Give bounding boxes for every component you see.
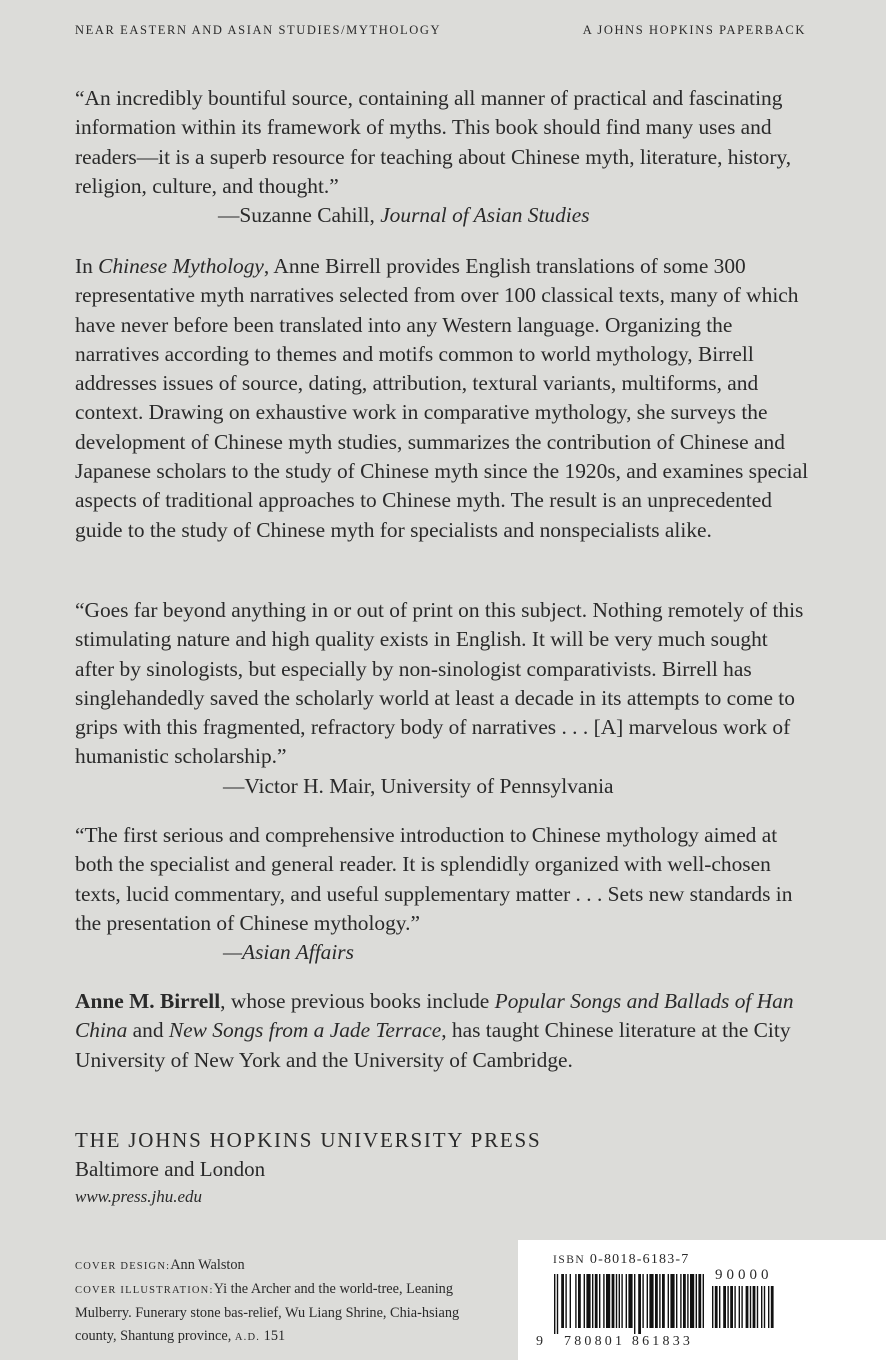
barcode-bar bbox=[642, 1274, 643, 1328]
barcode-bar bbox=[680, 1274, 681, 1328]
publisher-name: THE JOHNS HOPKINS UNIVERSITY PRESS bbox=[75, 1128, 542, 1152]
barcode-bar bbox=[603, 1274, 604, 1328]
series-label: A JOHNS HOPKINS PAPERBACK bbox=[582, 23, 806, 37]
barcode-bar bbox=[570, 1274, 571, 1328]
publisher-url: www.press.jhu.edu bbox=[75, 1187, 203, 1206]
barcode-bar bbox=[696, 1274, 697, 1328]
barcode-bar bbox=[565, 1274, 566, 1328]
barcode-bar bbox=[690, 1274, 694, 1328]
barcode-bar bbox=[578, 1274, 581, 1328]
barcode-bar bbox=[750, 1286, 751, 1328]
book-title: Chinese Mythology bbox=[98, 254, 264, 278]
description-text: In Chinese Mythology, Anne Birrell provides English translations of some 300 representative myth narratives selected from over 100 classical texts, many of which have never before been translated into any Western language. Organizing the narratives according to themes and motifs common to world mythology, Birrell addresses issues of source, dating, attribution, textural variants, multiforms, and context. Drawing on exhaustive work in comparative mythology, she surveys the development of Chinese myth studies, summarizes the contribution of Chinese and Japanese scholars to the study of Chinese myth since the 1920s, and examines special aspects of traditional approaches to Chinese myth. The result is an unprecedented guide to the study of Chinese myth for specialists and nonspecialists alike. bbox=[75, 254, 809, 542]
barcode-bar bbox=[626, 1274, 627, 1328]
barcode-bar bbox=[612, 1274, 615, 1328]
barcode-bar bbox=[655, 1274, 658, 1328]
isbn-label: ISBN 0-8018-6183-7 bbox=[553, 1252, 690, 1267]
barcode-bar bbox=[715, 1286, 718, 1328]
barcode-bar bbox=[719, 1286, 720, 1328]
barcode-bar bbox=[606, 1274, 610, 1328]
barcode-bar bbox=[734, 1286, 735, 1328]
quote-attribution: —Asian Affairs bbox=[223, 940, 354, 965]
quote-text: “Goes far beyond anything in or out of print on this subject. Nothing remotely of this stimulating nature and high quality exists in English. It will be very much sought after by sinologists, but especially by non-sinologist comparativists. Birrell has singlehandedly saved the scholarly world at least a decade in its attempts to come to grips with this fragmented, refractory body of narratives . . . [A] marvelous work of humanistic scholarship.” bbox=[75, 598, 804, 769]
cover-credits bbox=[75, 1254, 495, 1349]
barcode-panel bbox=[518, 1240, 886, 1360]
barcode-bar bbox=[712, 1286, 713, 1328]
barcode-lead-digit: 9 bbox=[536, 1334, 543, 1349]
barcode-bar bbox=[616, 1274, 617, 1328]
barcode-bar bbox=[676, 1274, 677, 1328]
publisher-city: Baltimore and London bbox=[75, 1157, 266, 1181]
barcode-bar bbox=[771, 1286, 774, 1328]
category-label: NEAR EASTERN AND ASIAN STUDIES/MYTHOLOGY bbox=[75, 23, 442, 37]
addon-barcode-icon bbox=[712, 1286, 784, 1334]
barcode-bar bbox=[619, 1274, 620, 1328]
barcode-bar bbox=[670, 1274, 674, 1328]
price-code: 90000 bbox=[715, 1267, 773, 1283]
barcode-bar bbox=[727, 1286, 728, 1328]
barcode-bar bbox=[698, 1274, 701, 1328]
illustration-credit: COVER ILLUSTRATION:Yi the Archer and the world-tree, Leaning Mulberry. Funerary stone bas-relief, Wu Liang Shrine, Chia-hsiang county, Shantung province, A.D. 151 bbox=[75, 1281, 460, 1344]
publisher-block bbox=[75, 1126, 810, 1210]
barcode-bar bbox=[730, 1286, 733, 1328]
barcode-bar bbox=[647, 1274, 648, 1328]
author-bio bbox=[75, 987, 810, 1075]
barcode-bar bbox=[662, 1274, 665, 1328]
barcode-bar bbox=[628, 1274, 632, 1328]
barcode-bar bbox=[557, 1274, 558, 1334]
barcode-digits: 780801 861833 bbox=[564, 1334, 694, 1349]
barcode-bar bbox=[668, 1274, 669, 1328]
design-credit: COVER DESIGN:Ann Walston bbox=[75, 1257, 245, 1273]
quote-text: “An incredibly bountiful source, containing all manner of practical and fascinating information within its framework of myths. This book should find many uses and readers—it is a superb resource for teaching about Chinese myth, literature, history, religion, culture, and thought.” bbox=[75, 86, 792, 198]
quote-mair bbox=[75, 596, 810, 801]
quote-text: “The first serious and comprehensive introduction to Chinese mythology aimed at both the specialist and general reader. It is splendidly organized with well-chosen texts, lucid commentary, and useful supplementary matter . . . Sets new standards in the presentation of Chinese mythology.” bbox=[75, 823, 793, 935]
barcode-bar bbox=[764, 1286, 765, 1328]
barcode-bar bbox=[746, 1286, 749, 1328]
quote-attribution: —Victor H. Mair, University of Pennsylvania bbox=[223, 773, 614, 798]
barcode-bar bbox=[757, 1286, 758, 1328]
barcode-bar bbox=[741, 1286, 742, 1328]
quote-attribution: —Suzanne Cahill, Journal of Asian Studies bbox=[218, 203, 590, 228]
barcode-bar bbox=[649, 1274, 653, 1328]
barcode-bar bbox=[703, 1274, 704, 1328]
barcode-bar bbox=[687, 1274, 688, 1328]
author-name: Anne M. Birrell bbox=[75, 989, 221, 1013]
barcode-bar bbox=[599, 1274, 600, 1328]
barcode-bar bbox=[554, 1274, 555, 1334]
barcode-bar bbox=[595, 1274, 598, 1328]
barcode-bar bbox=[634, 1274, 635, 1334]
barcode-bar bbox=[683, 1274, 686, 1328]
barcode-bar bbox=[586, 1274, 590, 1328]
barcode-bar bbox=[638, 1274, 641, 1334]
barcode-icon bbox=[554, 1274, 706, 1334]
barcode-bar bbox=[761, 1286, 762, 1328]
barcode-bar bbox=[575, 1274, 576, 1328]
barcode-bar bbox=[723, 1286, 726, 1328]
barcode-bar bbox=[592, 1274, 593, 1328]
barcode-bar bbox=[768, 1286, 769, 1328]
barcode-bar bbox=[621, 1274, 622, 1328]
quote-cahill bbox=[75, 84, 810, 230]
barcode-bar bbox=[659, 1274, 660, 1328]
barcode-bar bbox=[739, 1286, 740, 1328]
quote-asian-affairs bbox=[75, 821, 810, 967]
barcode-bar bbox=[561, 1274, 564, 1328]
barcode-bar bbox=[584, 1274, 585, 1328]
author-bio-text: Anne M. Birrell, whose previous books include Popular Songs and Ballads of Han China and New Songs from a Jade Terrace, has taught Chinese literature at the City University of New York and the University of Cambridge. bbox=[75, 989, 794, 1072]
book-description bbox=[75, 252, 810, 545]
barcode-bar bbox=[753, 1286, 756, 1328]
